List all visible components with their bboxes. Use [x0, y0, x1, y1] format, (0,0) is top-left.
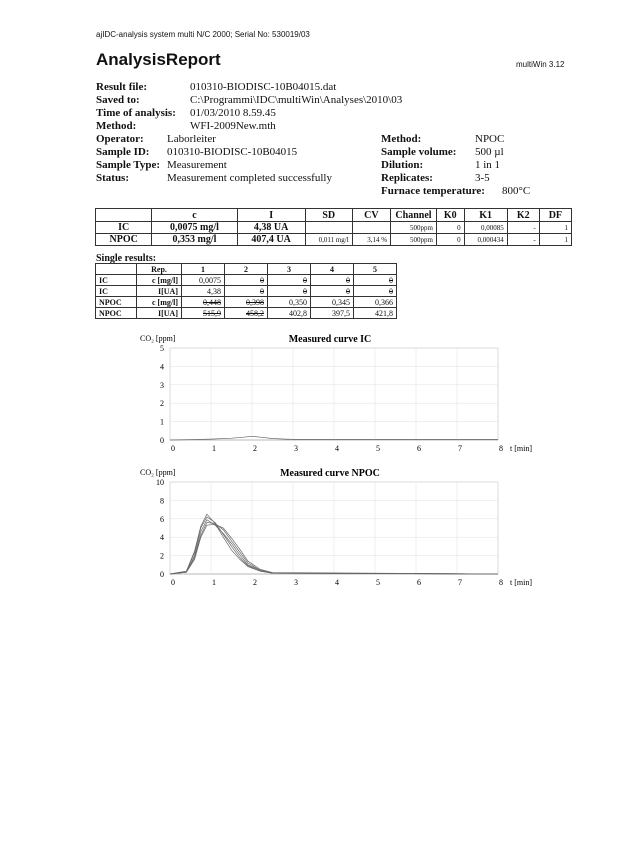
summary-header-channel: Channel	[391, 209, 437, 222]
summary-cell: 0,00085	[464, 222, 507, 234]
ic-chart-title: Measured curve IC	[288, 334, 372, 345]
dilution-label: Dilution:	[381, 159, 424, 171]
summary-header-row	[96, 209, 572, 222]
summary-cell: -	[507, 222, 539, 234]
ic-xtick-label: 4	[335, 444, 339, 453]
saved-to-value: C:\Programmi\IDC\multiWin\Analyses\2010\03	[190, 94, 403, 106]
npoc-chart-title: Measured curve NPOC	[280, 468, 380, 479]
npoc-ytick-label: 0	[160, 570, 164, 579]
ic-xtick-label: 1	[212, 444, 216, 453]
ic-ytick-label: 0	[160, 436, 164, 445]
summary-row-ic	[96, 222, 572, 234]
summary-header-df: DF	[539, 209, 571, 222]
summary-cell: 0,011 mg/l	[305, 234, 352, 246]
replicates-label: Replicates:	[381, 172, 433, 184]
single-row-value: 0,0075	[182, 275, 225, 286]
summary-header-cv: CV	[352, 209, 390, 222]
single-row-unit: I[UA]	[137, 286, 182, 297]
dilution-value: 1 in 1	[475, 159, 501, 171]
sample-id-value: 010310-BIODISC-10B04015	[167, 146, 298, 158]
single-results-row	[96, 297, 397, 308]
summary-cell: 4,38 UA	[237, 222, 305, 234]
single-results-row	[96, 275, 397, 286]
summary-header-k0: K0	[436, 209, 464, 222]
npoc-xtick-label: 0	[171, 578, 175, 587]
method-file-label: Method:	[96, 120, 137, 132]
summary-table	[95, 208, 572, 246]
single-results-row	[96, 286, 397, 297]
summary-header-i: I	[237, 209, 305, 222]
summary-cell: 0,0075 mg/l	[152, 222, 237, 234]
single-header-col: 5	[354, 264, 397, 275]
npoc-ytick-label: 6	[160, 514, 164, 524]
npoc-xtick-label: 7	[458, 578, 462, 587]
npoc-ytick-label: 10	[156, 478, 164, 487]
single-row-value: 0	[311, 275, 354, 286]
replicates-value: 3-5	[475, 172, 490, 184]
single-row-value: 0,345	[311, 297, 354, 308]
ic-chart-ylabel: CO₂ [ppm]	[140, 334, 176, 343]
result-file-value: 010310-BIODISC-10B04015.dat	[190, 81, 337, 93]
single-header-rep: Rep.	[137, 264, 182, 275]
single-header-col: 2	[225, 264, 268, 275]
single-row-name: IC	[96, 286, 137, 297]
single-row-value: 421,8	[354, 308, 397, 319]
npoc-xtick-label: 5	[376, 578, 380, 587]
single-header-blank	[96, 264, 137, 275]
report-title: AnalysisReport	[96, 50, 221, 69]
operator-value: Laborleiter	[167, 133, 216, 145]
single-row-value: 0	[225, 286, 268, 297]
ic-ytick-label: 1	[160, 417, 164, 427]
ic-xtick-label: 7	[458, 444, 462, 453]
summary-header-blank	[96, 209, 152, 222]
single-header-col: 3	[268, 264, 311, 275]
single-row-value: 0	[354, 286, 397, 297]
single-row-value: 4,38	[182, 286, 225, 297]
single-row-value: 0	[268, 275, 311, 286]
single-row-value: 0,350	[268, 297, 311, 308]
sample-type-value: Measurement	[167, 159, 227, 171]
single-row-name: IC	[96, 275, 137, 286]
sample-type-label: Sample Type:	[96, 159, 161, 171]
summary-cell: 0	[436, 234, 464, 246]
ic-xtick-label: 0	[171, 444, 175, 453]
time-of-analysis-label: Time of analysis:	[96, 107, 176, 119]
single-row-value: 0,366	[354, 297, 397, 308]
single-row-name: NPOC	[96, 297, 137, 308]
summary-header-sd: SD	[305, 209, 352, 222]
summary-header-c: c	[152, 209, 237, 222]
saved-to-label: Saved to:	[96, 94, 140, 106]
system-header-line: ajIDC-analysis system multi N/C 2000; Serial No: 530019/03	[96, 30, 310, 39]
npoc-xtick-label: 4	[335, 578, 339, 587]
single-row-value: 0	[225, 275, 268, 286]
single-row-value: 458,2	[225, 308, 268, 319]
furnace-temperature-value: 800°C	[502, 185, 531, 197]
summary-cell: 500ppm	[391, 234, 437, 246]
sample-id-label: Sample ID:	[96, 146, 150, 158]
single-row-value: 0	[354, 275, 397, 286]
time-of-analysis-value: 01/03/2010 8.59.45	[190, 107, 276, 119]
ic-xtick-label: 6	[417, 444, 421, 453]
ic-xtick-label: 5	[376, 444, 380, 453]
single-header-col: 1	[182, 264, 225, 275]
single-results-title: Single results:	[96, 253, 157, 264]
summary-cell: 0	[436, 222, 464, 234]
ic-ytick-label: 5	[160, 344, 164, 353]
summary-row-npoc	[96, 234, 572, 246]
single-row-unit: c [mg/l]	[137, 297, 182, 308]
npoc-ytick-label: 8	[160, 496, 164, 506]
summary-header-k1: K1	[464, 209, 507, 222]
ic-ytick-label: 3	[160, 380, 164, 390]
summary-cell: 0,000434	[464, 234, 507, 246]
single-row-value: 397,5	[311, 308, 354, 319]
result-file-label: Result file:	[96, 81, 148, 93]
single-results-table	[95, 263, 397, 319]
method-file-value: WFI-2009New.mth	[190, 120, 276, 132]
operator-label: Operator:	[96, 133, 144, 145]
ic-xtick-label: 3	[294, 444, 298, 453]
npoc-xtick-label: 1	[212, 578, 216, 587]
summary-cell: IC	[96, 222, 152, 234]
method-value: NPOC	[475, 133, 505, 145]
summary-cell: 1	[539, 222, 571, 234]
ic-ytick-label: 4	[160, 362, 164, 372]
npoc-chart-xlabel: t [min]	[510, 578, 532, 587]
summary-cell: 0,353 mg/l	[152, 234, 237, 246]
method-label: Method:	[381, 133, 422, 145]
npoc-ytick-label: 2	[160, 551, 164, 561]
summary-cell: -	[507, 234, 539, 246]
status-label: Status:	[96, 172, 130, 184]
single-row-value: 0	[268, 286, 311, 297]
single-row-unit: c [mg/l]	[137, 275, 182, 286]
single-results-row	[96, 308, 397, 319]
single-header-col: 4	[311, 264, 354, 275]
single-header-row	[96, 264, 397, 275]
ic-xtick-label: 8	[499, 444, 503, 453]
npoc-xtick-label: 3	[294, 578, 298, 587]
summary-cell: NPOC	[96, 234, 152, 246]
single-row-name: NPOC	[96, 308, 137, 319]
sample-volume-label: Sample volume:	[381, 146, 457, 158]
single-row-unit: I[UA]	[137, 308, 182, 319]
npoc-xtick-label: 6	[417, 578, 421, 587]
npoc-chart	[140, 464, 540, 592]
ic-xtick-label: 2	[253, 444, 257, 453]
npoc-xtick-label: 8	[499, 578, 503, 587]
single-row-value: 0	[311, 286, 354, 297]
furnace-temperature-label: Furnace temperature:	[381, 185, 485, 197]
ic-ytick-label: 2	[160, 399, 164, 409]
summary-cell	[352, 222, 390, 234]
summary-cell: 407,4 UA	[237, 234, 305, 246]
single-row-value: 0,448	[182, 297, 225, 308]
summary-cell: 3,14 %	[352, 234, 390, 246]
ic-chart	[140, 330, 540, 458]
summary-cell	[305, 222, 352, 234]
status-value: Measurement completed successfully	[167, 172, 332, 184]
single-row-value: 515,9	[182, 308, 225, 319]
software-version: multiWin 3.12	[516, 60, 565, 69]
npoc-ytick-label: 4	[160, 533, 164, 543]
summary-header-k2: K2	[507, 209, 539, 222]
npoc-chart-ylabel: CO₂ [ppm]	[140, 468, 176, 477]
ic-chart-xlabel: t [min]	[510, 444, 532, 453]
summary-cell: 500ppm	[391, 222, 437, 234]
npoc-xtick-label: 2	[253, 578, 257, 587]
single-row-value: 402,8	[268, 308, 311, 319]
summary-cell: 1	[539, 234, 571, 246]
sample-volume-value: 500 µl	[475, 146, 504, 158]
single-row-value: 0,398	[225, 297, 268, 308]
